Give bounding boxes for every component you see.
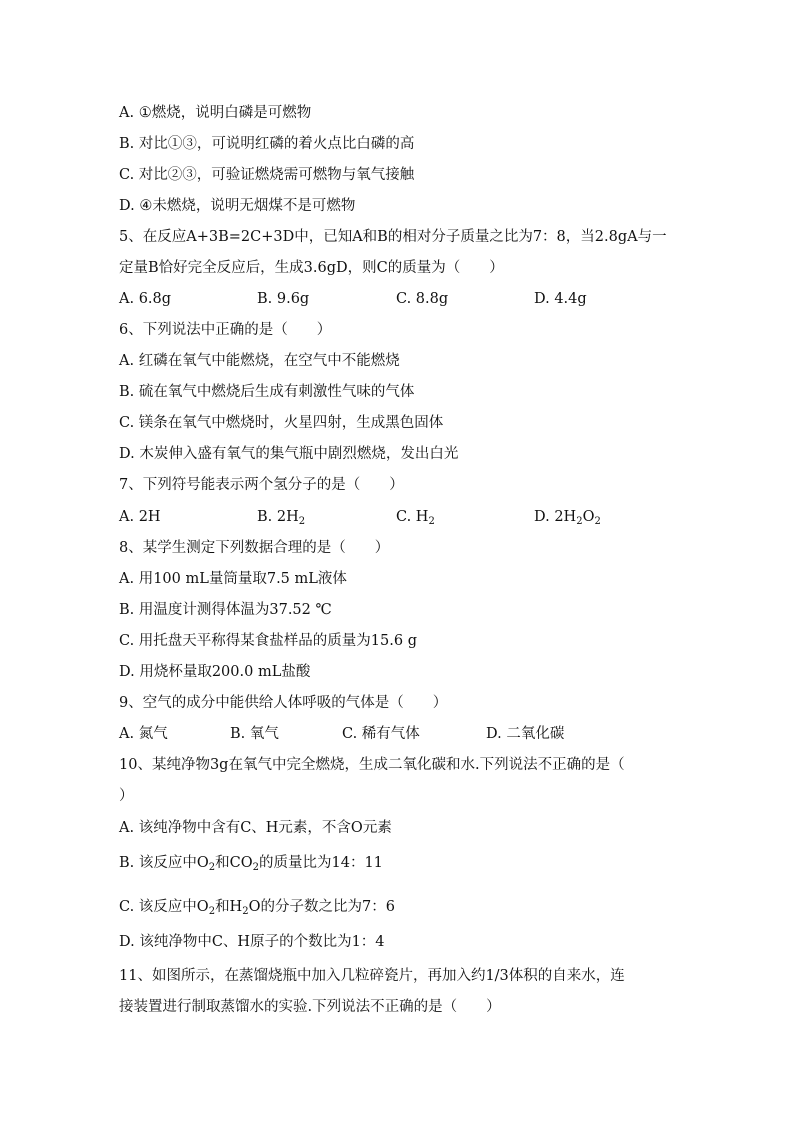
q4-option-a: A. ①燃烧，说明白磷是可燃物 (119, 105, 312, 121)
q4-option-b: B. 对比①③，可说明红磷的着火点比白磷的高 (119, 136, 415, 152)
q8-option-a: A. 用100 mL量筒量取7.5 mL液体 (119, 571, 347, 587)
q10-stem-line1: 10、某纯净物3g在氧气中完全燃烧，生成二氧化碳和水.下列说法不正确的是（ (119, 757, 625, 773)
q7-option-d-sub2: 2 (594, 516, 601, 527)
q5-option-a: A. 6.8g (119, 291, 172, 307)
q6-option-a: A. 红磷在氧气中能燃烧，在空气中不能燃烧 (119, 353, 400, 369)
q10-option-b-sub1: 2 (208, 862, 216, 873)
q7-options (119, 507, 679, 527)
q7-option-d-text: D. 2H (534, 509, 577, 525)
q10-option-b (119, 853, 383, 873)
q5-options (119, 289, 679, 309)
q9-option-c: C. 稀有气体 (342, 726, 420, 742)
q10-option-c-suffix: O的分子数之比为7：6 (248, 899, 395, 915)
q7-option-b-text: B. 2H (257, 509, 299, 525)
q7-option-b (257, 507, 305, 527)
q9-stem: 9、空气的成分中能供给人体呼吸的气体是（ ） (119, 695, 448, 711)
q10-option-c (119, 897, 395, 917)
q5-option-c: C. 8.8g (396, 291, 449, 307)
q7-option-b-sub: 2 (298, 516, 306, 527)
q9-options (119, 724, 679, 744)
q7-option-c (396, 507, 435, 527)
q10-option-c-mid: 和H (215, 899, 243, 915)
q7-option-d-sub1: 2 (576, 516, 583, 527)
q6-stem: 6、下列说法中正确的是（ ） (119, 322, 332, 338)
q6-option-c: C. 镁条在氧气中燃烧时，火星四射，生成黑色固体 (119, 415, 444, 431)
q8-option-c: C. 用托盘天平称得某食盐样品的质量为15.6 g (119, 633, 417, 649)
q10-option-b-mid: 和CO (215, 855, 253, 871)
q7-option-c-sub: 2 (428, 516, 435, 527)
q9-option-b: B. 氧气 (230, 726, 279, 742)
q11-stem-line2: 接装置进行制取蒸馏水的实验.下列说法不正确的是（ ） (119, 999, 501, 1015)
q9-option-d: D. 二氧化碳 (486, 726, 565, 742)
q5-stem-line1: 5、在反应A+3B=2C+3D中，已知A和B的相对分子质量之比为7：8，当2.8gA与一 (119, 229, 667, 245)
q7-option-a: A. 2H (119, 509, 161, 525)
q7-option-d (534, 507, 601, 527)
q9-option-a: A. 氮气 (119, 726, 168, 742)
q7-option-c-text: C. H (396, 509, 429, 525)
q10-option-c-sub2: 2 (242, 906, 249, 917)
q5-option-d: D. 4.4g (534, 291, 587, 307)
q5-option-b: B. 9.6g (257, 291, 310, 307)
q10-option-d: D. 该纯净物中C、H原子的个数比为1：4 (119, 934, 385, 950)
q10-stem-line2: ） (119, 788, 134, 804)
q7-stem: 7、下列符号能表示两个氢分子的是（ ） (119, 477, 404, 493)
q4-option-c: C. 对比②③，可验证燃烧需可燃物与氧气接触 (119, 167, 415, 183)
q10-option-b-suffix: 的质量比为14：11 (259, 855, 383, 871)
q10-option-b-sub2: 2 (252, 862, 259, 873)
q10-option-b-prefix: B. 该反应中O (119, 855, 209, 871)
q5-stem-line2: 定量B恰好完全反应后，生成3.6gD，则C的质量为（ ） (119, 260, 504, 276)
q11-stem-line1: 11、如图所示，在蒸馏烧瓶中加入几粒碎瓷片，再加入约1/3体积的自来水，连 (119, 968, 625, 984)
q8-stem: 8、某学生测定下列数据合理的是（ ） (119, 540, 390, 556)
q10-option-c-prefix: C. 该反应中O (119, 899, 209, 915)
q6-option-b: B. 硫在氧气中燃烧后生成有刺激性气味的气体 (119, 384, 415, 400)
q10-option-a: A. 该纯净物中含有C、H元素，不含O元素 (119, 820, 392, 836)
q7-option-d-mid: O (582, 509, 595, 525)
q10-option-c-sub1: 2 (208, 906, 216, 917)
q6-option-d: D. 木炭伸入盛有氧气的集气瓶中剧烈燃烧，发出白光 (119, 446, 459, 462)
q8-option-d: D. 用烧杯量取200.0 mL盐酸 (119, 664, 311, 680)
q8-option-b: B. 用温度计测得体温为37.52 ℃ (119, 602, 332, 618)
q4-option-d: D. ④未燃烧，说明无烟煤不是可燃物 (119, 198, 356, 214)
